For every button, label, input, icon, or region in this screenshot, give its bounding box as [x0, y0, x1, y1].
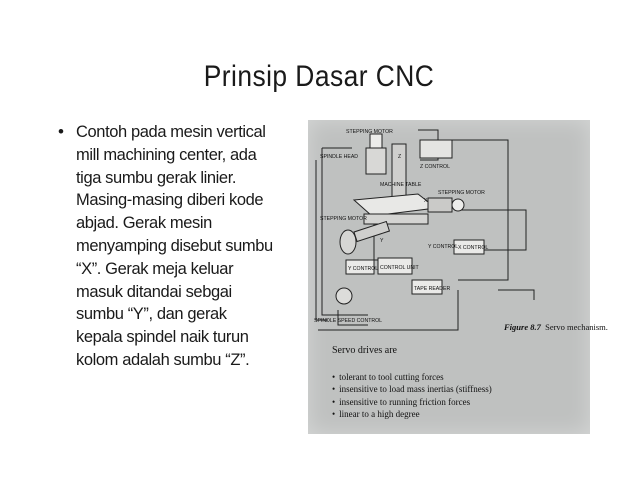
motor-right-end [452, 199, 464, 211]
bullet-marker: • [58, 122, 64, 141]
label-spindle-speed-control: SPINDLE SPEED CONTROL [314, 318, 383, 324]
servo-list [332, 371, 492, 421]
label-stepping-motor-left: STEPPING MOTOR [320, 216, 367, 222]
label-spindle-head: SPINDLE HEAD [320, 154, 359, 160]
servo-heading: Servo drives are [332, 345, 397, 356]
label-stepping-motor-top: STEPPING MOTOR [346, 129, 393, 135]
bullet-line: abjad. Gerak mesin [76, 214, 212, 233]
label-z: Z [398, 154, 402, 160]
bullet-text [76, 121, 308, 372]
bullet-line: kolom adalah sumbu “Z”. [76, 350, 250, 369]
label-tape-reader: TAPE READER [414, 286, 451, 292]
label-x-control: X CONTROL [458, 245, 489, 251]
label-y-control: Y CONTROL [348, 266, 379, 272]
bullet-line: tiga sumbu gerak linier. [76, 168, 237, 187]
label-control-unit: CONTROL UNIT [380, 265, 419, 271]
bullet-line: “X”. Gerak meja keluar [76, 259, 234, 278]
bullet-line: kepala spindel naik turun [76, 328, 249, 347]
label-y: Y [380, 238, 384, 244]
bullet-line: sumbu “Y”, dan gerak [76, 305, 227, 324]
servo-list-item: • tolerant to tool cutting forces [332, 371, 492, 383]
servo-mechanism-figure [308, 120, 608, 434]
label-y-control-right: Y CONTROL [428, 244, 459, 250]
bullet-line: masuk ditandai sebgai [76, 282, 232, 301]
label-z-control: Z CONTROL [420, 164, 450, 170]
stepping-motor-top-box [370, 134, 382, 148]
bullet-line: Contoh pada mesin vertical [76, 123, 266, 141]
z-control-box [420, 140, 452, 158]
table-base [364, 214, 428, 224]
bullet-line: menyamping disebut sumbu [76, 236, 273, 255]
bullet-point [58, 121, 308, 372]
slide-title: Prinsip Dasar CNC [203, 60, 435, 93]
label-stepping-motor-right: STEPPING MOTOR [438, 190, 485, 196]
spindle-head-box [366, 148, 386, 174]
spindle-speed-control-dial [336, 288, 352, 304]
servo-list-item: • insensitive to running friction forces [332, 396, 492, 408]
stepping-motor-right-box [428, 198, 452, 212]
stepping-motor-left-shape [340, 230, 356, 254]
figure-caption-number: Figure 8.7 [504, 322, 541, 332]
bullet-line: mill machining center, ada [76, 145, 257, 164]
bullet-line: Masing-masing diberi kode [76, 191, 264, 210]
label-x: X [424, 198, 428, 204]
servo-list-item: • linear to a high degree [332, 408, 492, 420]
servo-list-item: • insensitive to load mass inertias (stiffness) [332, 383, 492, 395]
figure-caption-text: Servo mechanism. [545, 322, 608, 332]
figure-caption [504, 322, 608, 332]
wire-tape-reader [498, 290, 534, 300]
label-machine-table: MACHINE TABLE [380, 182, 422, 188]
